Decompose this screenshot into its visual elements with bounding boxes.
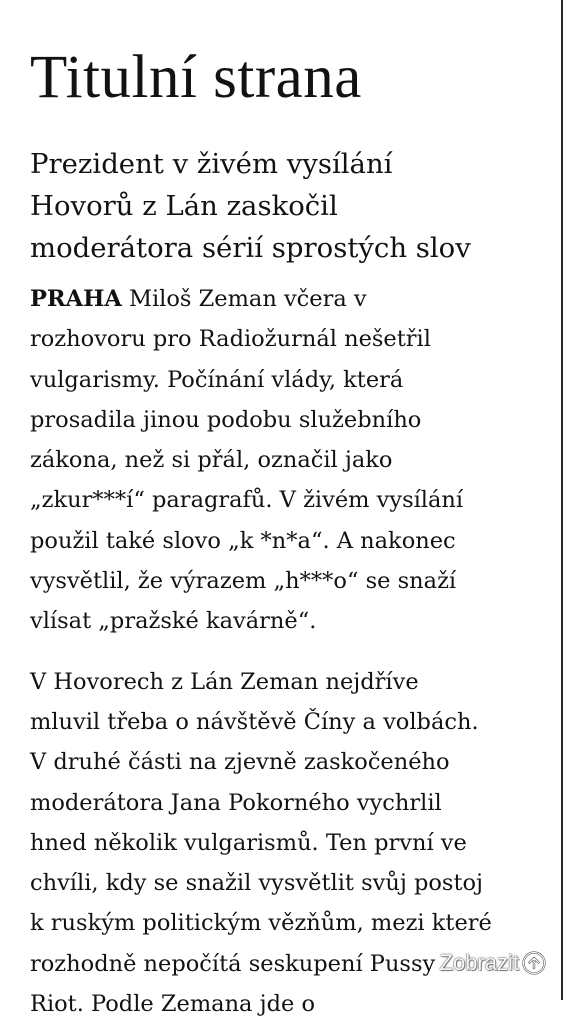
headline-line: Hovorů z Lán zaskočil	[30, 190, 338, 222]
paragraph-line: prosadila jinou podobu služebního	[30, 406, 422, 433]
paragraph-line: vysvětlil, že výrazem „h***o“ se snaží	[30, 568, 457, 595]
dateline: PRAHA	[30, 286, 122, 312]
paragraph-line: V Hovorech z Lán Zeman nejdříve	[30, 668, 419, 695]
paragraph-line: „zkur***í“ paragrafů. V živém vysílání	[30, 487, 464, 514]
headline-line: Prezident v živém vysílání	[30, 148, 393, 180]
section-title: Titulní strana	[30, 44, 362, 111]
paragraph-line: rozhodně nepočítá seskupení Pussy	[30, 950, 436, 977]
article-body	[30, 279, 545, 1024]
paragraph-line: vulgarismy. Počínání vlády, která	[30, 366, 404, 393]
paragraph-line	[30, 279, 545, 319]
view-button-label: Zobrazit	[439, 950, 519, 975]
paragraph-line-text: Miloš Zeman včera v	[121, 286, 367, 312]
headline-line: moderátora sérií sprostých slov	[30, 232, 471, 264]
article-paragraph	[30, 279, 545, 642]
paragraph-line: hned několik vulgarismů. Ten první ve	[30, 829, 467, 856]
paragraph-line: mluvil třeba o návštěvě Číny a volbách.	[30, 708, 479, 735]
paragraph-line: rozhovoru pro Radiožurnál nešetřil	[30, 326, 431, 353]
view-button[interactable]	[440, 950, 547, 976]
paragraph-line: chvíli, kdy se snažil vysvětlit svůj postoj	[30, 870, 484, 897]
paragraph-line: moderátora Jana Pokorného vychrlil	[30, 789, 442, 816]
paragraph-line: V druhé části na zjevně zaskočeného	[30, 749, 450, 776]
paragraph-line: Riot. Podle Zemana jde o	[30, 991, 316, 1018]
arrow-up-icon	[521, 950, 547, 976]
paragraph-line: zákona, než si přál, označil jako	[30, 447, 393, 474]
article-headline	[30, 143, 545, 269]
paragraph-line: vlísat „pražské kavárně“.	[30, 608, 317, 635]
paragraph-line: k ruským politickým vězňům, mezi které	[30, 910, 492, 937]
paragraph-line: použil také slovo „k *n*a“. A nakonec	[30, 527, 456, 554]
